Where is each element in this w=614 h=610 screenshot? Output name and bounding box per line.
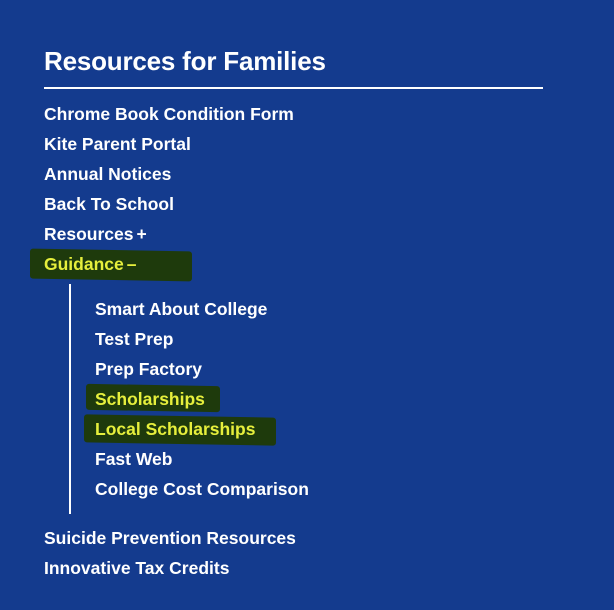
- section-title: Resources for Families: [44, 46, 326, 76]
- link-back-to-school[interactable]: Back To School: [44, 194, 174, 214]
- link-scholarships[interactable]: Scholarships: [95, 389, 205, 409]
- guidance-toggle[interactable]: [44, 253, 136, 275]
- link-kite-parent-portal[interactable]: Kite Parent Portal: [44, 134, 191, 154]
- resources-toggle[interactable]: [44, 223, 147, 245]
- link-smart-about-college[interactable]: Smart About College: [95, 299, 268, 319]
- link-chrome-book-condition-form[interactable]: Chrome Book Condition Form: [44, 104, 294, 124]
- link-prep-factory[interactable]: Prep Factory: [95, 359, 202, 379]
- link-suicide-prevention-resources[interactable]: Suicide Prevention Resources: [44, 528, 296, 548]
- submenu-divider: [69, 284, 71, 514]
- link-fast-web[interactable]: Fast Web: [95, 449, 173, 469]
- link-innovative-tax-credits[interactable]: Innovative Tax Credits: [44, 558, 230, 578]
- link-college-cost-comparison[interactable]: College Cost Comparison: [95, 479, 309, 499]
- resources-label: Resources: [44, 224, 134, 244]
- plus-icon[interactable]: +: [136, 224, 147, 244]
- minus-icon[interactable]: –: [126, 254, 137, 274]
- link-test-prep[interactable]: Test Prep: [95, 329, 174, 349]
- guidance-label: Guidance: [44, 254, 124, 274]
- link-local-scholarships[interactable]: Local Scholarships: [95, 419, 256, 439]
- link-annual-notices[interactable]: Annual Notices: [44, 164, 172, 184]
- title-divider: [44, 87, 543, 89]
